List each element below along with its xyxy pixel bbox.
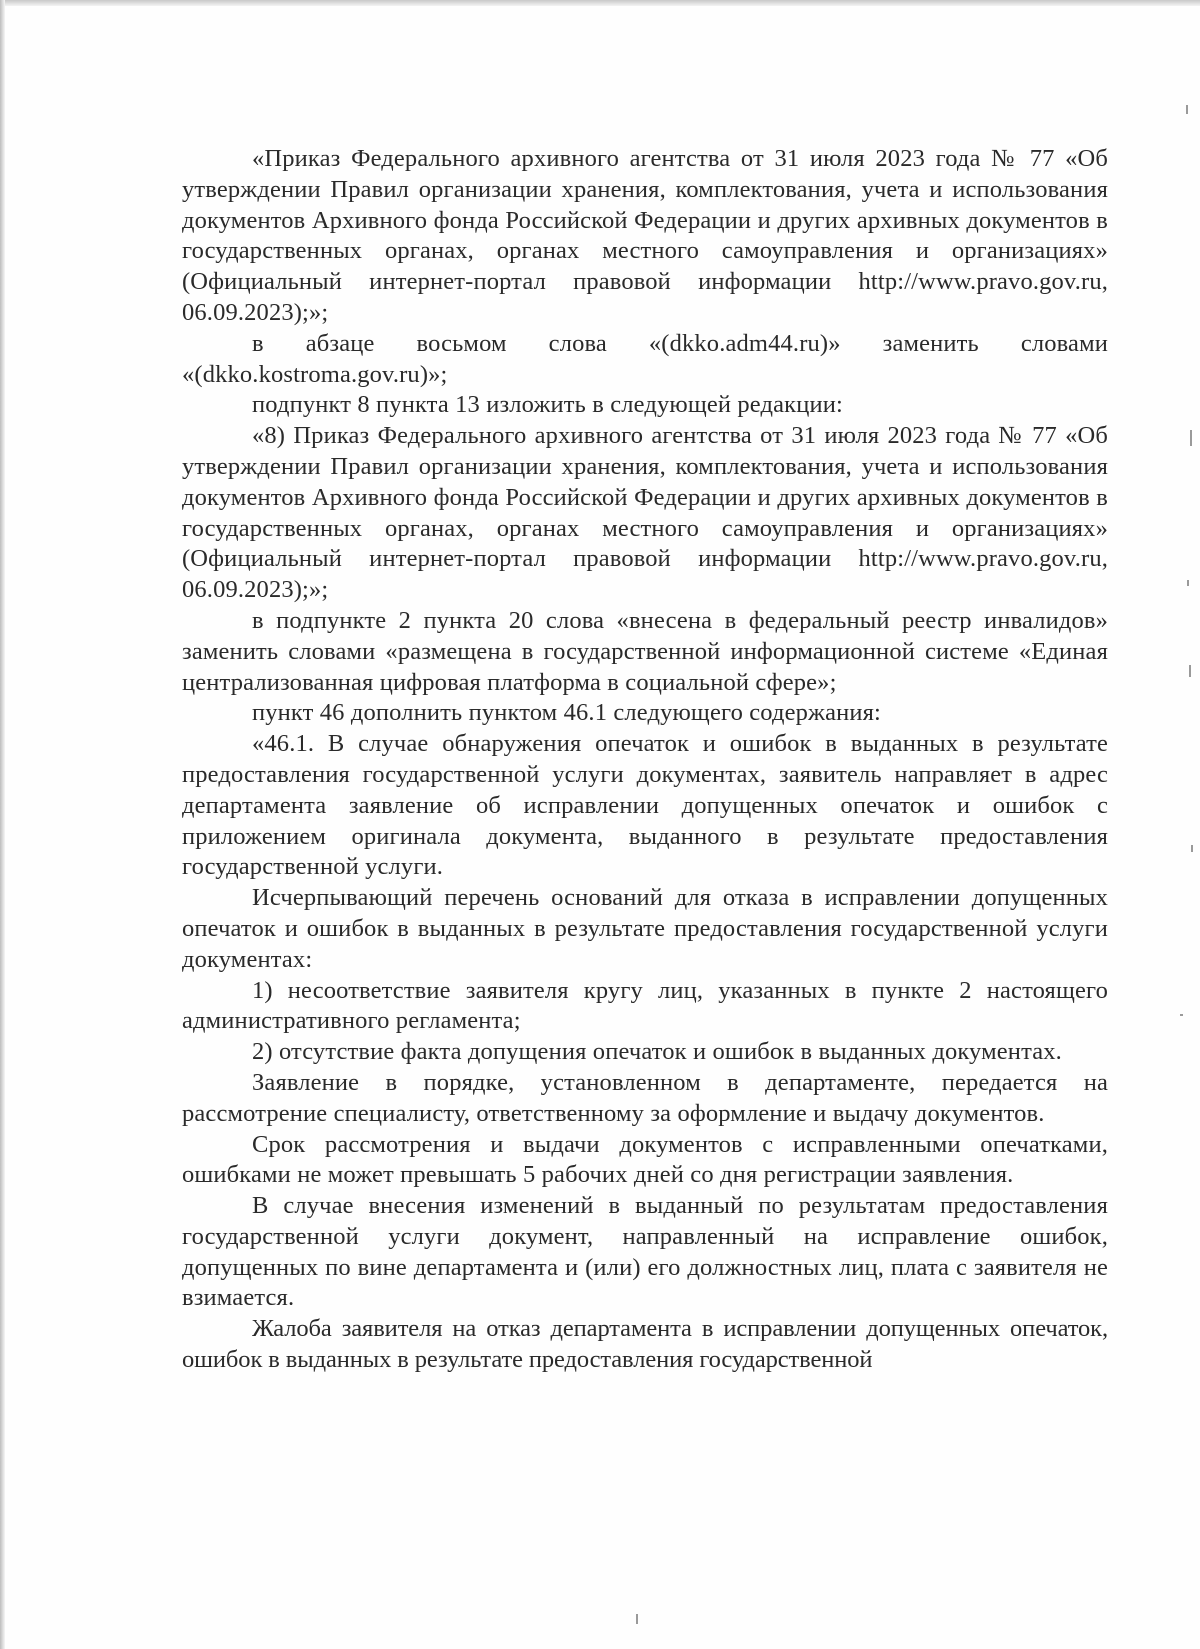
scan-left-edge xyxy=(0,0,5,1649)
paragraph-ground-1: 1) несоответствие заявителя кругу лиц, указанных в пункте 2 настоящего административного регламента; xyxy=(182,976,1108,1035)
scan-speck xyxy=(1186,105,1188,114)
paragraph-complaint: Жалоба заявителя на отказ департамента в исправлении допущенных опечаток, ошибок в выданных в результате предоставления государственной xyxy=(182,1315,1108,1374)
document-body xyxy=(182,144,1108,1376)
scan-speck xyxy=(636,1614,638,1624)
paragraph-subpoint-2-point-20: в подпункте 2 пункта 20 слова «внесена в федеральный реестр инвалидов» заменить словами «размещена в государственной информационной системе «Единая централизованная цифровая платформа в социальной сфере»; xyxy=(182,606,1108,696)
scan-speck xyxy=(1190,430,1192,446)
paragraph-ground-2: 2) отсутствие факта допущения опечаток и ошибок в выданных документах. xyxy=(252,1038,1062,1066)
scan-top-edge xyxy=(0,0,1200,6)
scan-speck xyxy=(1191,845,1193,852)
paragraph-no-fee: В случае внесения изменений в выданный по результатам предоставления государственной услуги документ, направленный на исправление ошибок, допущенных по вине департамента и (или) его должностных лиц, плата с заявителя не взимается. xyxy=(182,1192,1108,1312)
paragraph-review-term: Срок рассмотрения и выдачи документов с исправленными опечатками, ошибками не может превышать 5 рабочих дней со дня регистрации заявления. xyxy=(182,1130,1108,1189)
paragraph-application-review: Заявление в порядке, установленном в департаменте, передается на рассмотрение специалисту, ответственному за оформление и выдачу документов. xyxy=(182,1068,1108,1127)
paragraph-subpoint-8-intro: подпункт 8 пункта 13 изложить в следующей редакции: xyxy=(252,391,843,419)
paragraph-refusal-grounds: Исчерпывающий перечень оснований для отказа в исправлении допущенных опечаток и ошибок в выданных в результате предоставления государственной услуги документах: xyxy=(182,884,1108,973)
paragraph-subpoint-8-text: «8) Приказ Федерального архивного агентства от 31 июля 2023 года № 77 «Об утверждении Правил организации хранения, комплектования, учета и использования документов Архивного фонда Российской Федерации и других архивных документов в государственных органах, органах местного самоуправления и организациях» (Официальный интернет-портал правовой информации http://www.pravo.gov.ru, 06.09.2023);»; xyxy=(182,422,1108,604)
paragraph-point-46-intro: пункт 46 дополнить пунктом 46.1 следующего содержания: xyxy=(252,699,881,727)
paragraph-order-citation: «Приказ Федерального архивного агентства от 31 июля 2023 года № 77 «Об утверждении Правил организации хранения, комплектования, учета и использования документов Архивного фонда Российской Федерации и других архивных документов в государственных органах, органах местного самоуправления и организациях» (Официальный интернет-портал правовой информации http://www.pravo.gov.ru, 06.09.2023);»; xyxy=(182,145,1108,326)
scan-speck xyxy=(1180,1014,1183,1016)
paragraph-point-46-1: «46.1. В случае обнаружения опечаток и ошибок в выданных в результате предоставления государственной услуги документах, заявитель направляет в адрес департамента заявление об исправлении допущенных опечаток и ошибок с приложением оригинала документа, выданного в результате предоставления государственной услуги. xyxy=(182,730,1108,881)
scan-speck xyxy=(1189,665,1191,677)
scan-speck xyxy=(1187,580,1189,586)
paragraph-abzats-8: в абзаце восьмом слова «(dkko.adm44.ru)» заменить словами «(dkko.kostroma.gov.ru)»; xyxy=(182,329,1108,388)
